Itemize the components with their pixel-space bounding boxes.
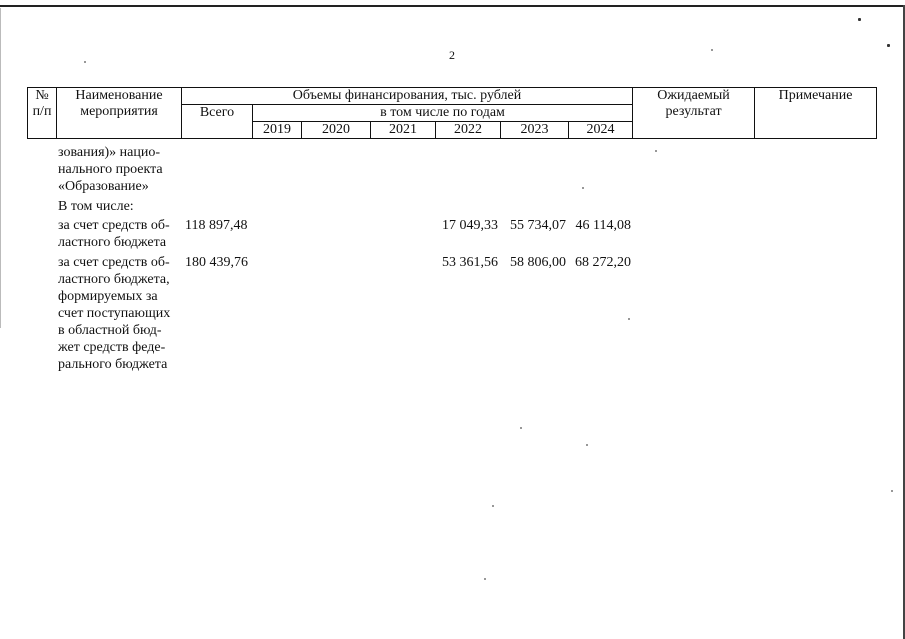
- header-year-2020: 2020: [302, 122, 371, 139]
- in-that-number-label: В том числе:: [58, 199, 134, 214]
- scan-speck: [582, 187, 584, 189]
- header-note: Примечание: [755, 88, 877, 139]
- header-year-2019: 2019: [253, 122, 302, 139]
- continuation-line: «Образование»: [58, 179, 149, 194]
- header-activity-name: Наименование мероприятия: [57, 88, 182, 139]
- header-number: № п/п: [28, 88, 57, 139]
- page-number: 2: [449, 48, 455, 62]
- scan-speck: [655, 150, 657, 152]
- row-2-name-line: ластного бюджета,: [58, 272, 170, 287]
- scan-speck: [858, 18, 861, 21]
- row-2-name-line: жет средств феде-: [58, 340, 166, 355]
- header-year-2024: 2024: [569, 122, 633, 139]
- row-1-total: 118 897,48: [185, 218, 248, 233]
- row-2-year-2023: 58 806,00: [510, 255, 566, 270]
- header-year-2022: 2022: [436, 122, 501, 139]
- continuation-line: зования)» нацио-: [58, 145, 161, 160]
- row-2-year-2022: 53 361,56: [442, 255, 498, 270]
- scan-speck: [586, 444, 588, 446]
- scan-speck: [628, 318, 630, 320]
- financing-table-header: [27, 87, 877, 139]
- row-2-name-line: за счет средств об-: [58, 255, 170, 270]
- scan-speck: [492, 505, 494, 507]
- row-1-year-2022: 17 049,33: [442, 218, 498, 233]
- continuation-line: нального проекта: [58, 162, 163, 177]
- scan-speck: [484, 578, 486, 580]
- row-2-name-line: счет поступающих: [58, 306, 171, 321]
- continuation-text: [58, 144, 183, 195]
- scan-speck: [520, 427, 522, 429]
- scan-speck: [891, 490, 893, 492]
- row-1-year-2024: 46 114,08: [575, 218, 631, 233]
- scan-edge-left: [0, 8, 1, 328]
- header-by-year: в том числе по годам: [253, 105, 633, 122]
- row-2-name-line: рального бюджета: [58, 357, 168, 372]
- row-2-total: 180 439,76: [185, 255, 248, 270]
- row-1-year-2023: 55 734,07: [510, 218, 566, 233]
- header-year-2023: 2023: [501, 122, 569, 139]
- scan-speck: [84, 61, 86, 63]
- row-2-name: [58, 254, 183, 373]
- header-expected-result: Ожидаемый результат: [633, 88, 755, 139]
- row-1-name-line: ластного бюджета: [58, 235, 167, 250]
- scan-speck: [887, 44, 890, 47]
- scan-speck: [711, 49, 713, 51]
- row-2-name-line: формируемых за: [58, 289, 158, 304]
- scan-edge-top: [0, 5, 905, 7]
- row-2-name-line: в областной бюд-: [58, 323, 162, 338]
- row-2-year-2024: 68 272,20: [575, 255, 631, 270]
- row-1-name: [58, 217, 183, 251]
- header-financing-volume: Объемы финансирования, тыс. рублей: [182, 88, 633, 105]
- header-total: Всего: [182, 105, 253, 139]
- header-year-2021: 2021: [371, 122, 436, 139]
- row-1-name-line: за счет средств об-: [58, 218, 170, 233]
